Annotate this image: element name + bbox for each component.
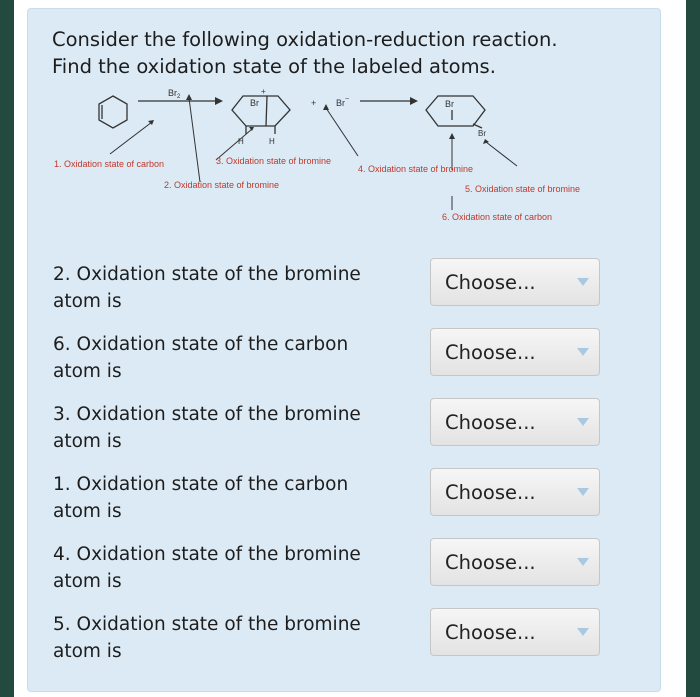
chevron-down-icon	[567, 329, 599, 375]
label-2: 2. Oxidation state of bromine	[164, 180, 280, 190]
reagent-br2: $Br_2$	[168, 88, 181, 100]
question-line: atom is	[53, 571, 122, 592]
product-br-top: Br	[445, 99, 454, 109]
select-value: Choose...	[445, 341, 536, 364]
question-line: atom is	[53, 501, 122, 522]
question-line: 2. Oxidation state of the bromine	[53, 264, 361, 285]
question-3-select[interactable]	[430, 398, 600, 446]
select-value: Choose...	[445, 481, 536, 504]
cyclohexene-ring	[99, 96, 127, 128]
question-2-select[interactable]	[430, 258, 600, 306]
question-5-select[interactable]	[430, 608, 600, 656]
label-1: 1. Oxidation state of carbon	[54, 159, 165, 169]
chevron-down-icon	[567, 469, 599, 515]
question-4-text	[53, 541, 403, 595]
question-5-text	[53, 611, 403, 665]
question-line: 6. Oxidation state of the carbon	[53, 334, 349, 355]
product-br-right: Br	[478, 129, 486, 138]
intermediate-br: Br	[250, 98, 259, 108]
question-line: 4. Oxidation state of the bromine	[53, 544, 361, 565]
question-6-text	[53, 331, 403, 385]
question-line: 3. Oxidation state of the bromine	[53, 404, 361, 425]
chevron-down-icon	[567, 399, 599, 445]
chevron-down-icon	[567, 609, 599, 655]
bromonium-ring	[232, 96, 290, 126]
question-line: atom is	[53, 431, 122, 452]
chevron-down-icon	[567, 259, 599, 305]
label-5: 5. Oxidation state of bromine	[465, 184, 581, 194]
label-4: 4. Oxidation state of bromine	[358, 164, 474, 174]
question-line: atom is	[53, 291, 122, 312]
question-2-text	[53, 261, 403, 315]
question-3-text	[53, 401, 403, 455]
select-value: Choose...	[445, 621, 536, 644]
question-line: atom is	[53, 361, 122, 382]
plus-sign: +	[311, 98, 317, 108]
chevron-down-icon	[567, 539, 599, 585]
select-value: Choose...	[445, 271, 536, 294]
hydrogen-right: H	[269, 137, 275, 146]
prompt-line-1: Consider the following oxidation-reduction reaction.	[52, 28, 558, 51]
question-4-select[interactable]	[430, 538, 600, 586]
product-ring	[426, 96, 485, 126]
label-3: 3. Oxidation state of bromine	[216, 156, 332, 166]
prompt-line-2: Find the oxidation state of the labeled atoms.	[52, 55, 496, 78]
question-1-select[interactable]	[430, 468, 600, 516]
question-6-select[interactable]	[430, 328, 600, 376]
select-value: Choose...	[445, 411, 536, 434]
question-line: 1. Oxidation state of the carbon	[53, 474, 349, 495]
intermediate-plus: +	[261, 87, 266, 96]
reaction-diagram	[40, 84, 610, 234]
bromide-ion: Br−	[336, 96, 350, 108]
label-6: 6. Oxidation state of carbon	[442, 212, 553, 222]
question-line: 5. Oxidation state of the bromine	[53, 614, 361, 635]
hydrogen-left: H	[238, 137, 244, 146]
select-value: Choose...	[445, 551, 536, 574]
question-line: atom is	[53, 641, 122, 662]
question-prompt	[52, 26, 652, 80]
question-1-text	[53, 471, 403, 525]
